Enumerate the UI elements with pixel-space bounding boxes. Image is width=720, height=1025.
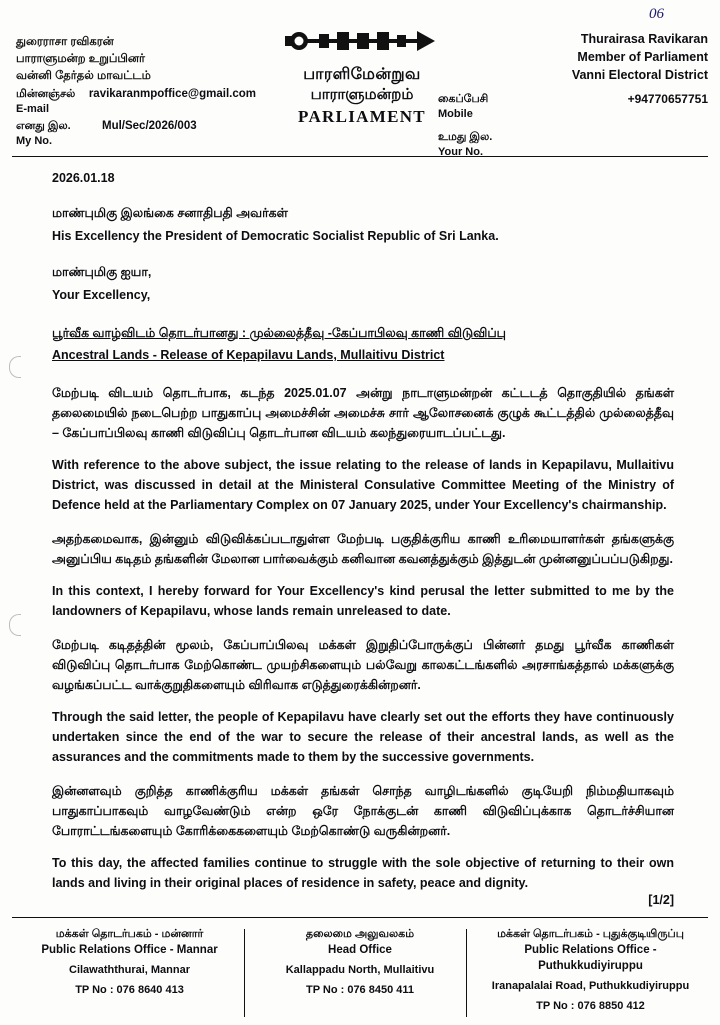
paragraph-1 xyxy=(52,383,674,515)
mobile-label-tamil: கைப்பேசி xyxy=(438,93,489,105)
subject-block xyxy=(52,323,674,365)
addressee-english: His Excellency the President of Democratic Socialist Republic of Sri Lanka. xyxy=(52,229,499,243)
your-no-row xyxy=(438,130,708,160)
letterhead-left xyxy=(16,34,256,149)
footer-phone: TP No : 076 8450 411 xyxy=(305,984,415,996)
footer-address: Cilawaththurai, Mannar xyxy=(69,964,191,976)
letterhead-center xyxy=(262,26,462,127)
mobile-label-english: Mobile xyxy=(438,108,473,120)
footer-office-mannar xyxy=(16,926,243,1014)
parliament-english: PARLIAMENT xyxy=(298,107,426,126)
salutation-block xyxy=(52,262,674,305)
my-no-label xyxy=(16,119,102,149)
addressee-tamil: மாண்புமிகு இலங்கை சனாதிபதி அவர்கள் xyxy=(52,206,288,220)
email-label-tamil: மின்னஞ்சல் xyxy=(16,88,76,100)
salutation-tamil: மாண்புமிகு ஐயா, xyxy=(52,265,152,279)
my-no-value: Mul/Sec/2026/003 xyxy=(102,120,197,132)
footer-separator xyxy=(466,929,467,1017)
subject-tamil: பூர்வீக வாழ்விடம் தொடர்பானது : முல்லைத்தீவு -கேப்பாபிலவு காணி விடுவிப்பு xyxy=(52,326,506,340)
letter-body xyxy=(0,157,720,907)
footer-phone: TP No : 076 8850 412 xyxy=(536,1000,645,1012)
footer-office-puthukkudiyiruppu xyxy=(477,926,704,1014)
paragraph-4 xyxy=(52,781,674,907)
mp-name-english: Thurairasa Ravikaran xyxy=(580,32,708,46)
mp-name-tamil: துரைராசா ரவிகரன் xyxy=(16,36,114,48)
email-label-english: E-mail xyxy=(16,103,50,115)
my-no-label-tamil: எனது இல. xyxy=(16,120,71,132)
my-no-row xyxy=(16,119,256,149)
subject-english: Ancestral Lands - Release of Kepapilavu Lands, Mullaitivu District xyxy=(52,348,445,362)
paragraph-3-english: Through the said letter, the people of Kepapilavu have clearly set out the efforts they have continuously undertaken since the end of the war to secure the release of their ancestral lands, as well as the assurances and the commitments made to them by the successive governments. xyxy=(52,710,674,764)
email-row xyxy=(16,87,256,117)
salutation-english: Your Excellency, xyxy=(52,288,151,302)
parliament-tamil: பாராளுமன்றம் xyxy=(310,86,414,103)
email-value: ravikaranmpoffice@gmail.com xyxy=(88,88,256,100)
punch-mark xyxy=(9,356,21,378)
paragraph-4-english: To this day, the affected families continue to struggle with the sole objective of returning to their own lands and living in their original places of residence in safety, peace and dignity. xyxy=(52,856,674,890)
paragraph-2 xyxy=(52,529,674,621)
paragraph-1-english: With reference to the above subject, the issue relating to the release of lands in Kepapilavu, Mullaitivu District, was discussed in detail at the Ministeral Consulative Committee Meeting of the Ministry of Defence held at the Parliamentary Complex on 07 January 2025, under Your Excellency's chairmanship. xyxy=(52,458,674,512)
footer-separator xyxy=(244,929,245,1017)
paragraph-3 xyxy=(52,635,674,767)
your-no-label-english: Your No. xyxy=(438,146,484,158)
footer xyxy=(0,917,720,1025)
footer-title-english: Public Relations Office - Puthukkudiyiruppu xyxy=(524,944,657,972)
mobile-value: +94770657751 xyxy=(627,92,708,106)
page-number: 06 xyxy=(649,6,664,22)
footer-divider xyxy=(12,917,708,918)
paragraph-1-tamil: மேற்படி விடயம் தொடர்பாக, கடந்த 2025.01.07 அன்று நாடாளுமன்றன் கட்டடத் தொகுதியில் தங்கள் தலைமையில் நடைபெற்ற பாதுகாப்பு அமைச்சின் அமைச்சு சார் ஆலோசனைக் குழுக் கூட்டத்தில் முல்லைத்தீவு – கேப்பாப்பிலவு காணி விடுவிப்பு தொடர்பான விடயம் கலந்துரையாடப்பட்டது. xyxy=(52,386,674,440)
letter-date: 2026.01.18 xyxy=(52,171,115,185)
mobile-label xyxy=(438,92,488,122)
footer-title-tamil: மக்கள் தொடர்பகம் - மன்னார் xyxy=(55,928,204,940)
footer-title-tamil: மக்கள் தொடர்பகம் - புதுக்குடியிருப்பு xyxy=(497,928,684,940)
page-marker: [1/2] xyxy=(648,893,674,907)
mobile-row xyxy=(438,92,708,122)
parliament-sinhala: பாரளிமேன்றுவ xyxy=(303,66,421,83)
letterhead xyxy=(0,0,720,158)
addressee-block xyxy=(52,203,674,246)
mp-district-english: Vanni Electoral District xyxy=(571,68,708,82)
my-no-label-english: My No. xyxy=(16,135,53,147)
footer-title-english: Public Relations Office - Mannar xyxy=(41,944,218,956)
paragraph-2-english: In this context, I hereby forward for Your Excellency's kind perusal the letter submitted to me by the landowners of Kepapilavu, whose lands remain unreleased to date. xyxy=(52,584,674,618)
footer-address: Iranapalalai Road, Puthukkudiyiruppu xyxy=(491,980,690,992)
mp-district-tamil: வன்னி தேர்தல் மாவட்டம் xyxy=(16,70,151,82)
footer-phone: TP No : 076 8640 413 xyxy=(75,984,184,996)
your-no-label xyxy=(438,130,492,160)
footer-title-english: Head Office xyxy=(328,944,392,956)
paragraph-3-tamil: மேற்படி கடிதத்தின் மூலம், கேப்பாப்பிலவு மக்கள் இறுதிப்போருக்குப் பின்னர் தமது பூர்வீக காணிகள் விடுவிப்பு தொடர்பாக மேற்கொண்ட முயற்சிகளையும் பல்வேறு காலகட்டங்களில் அரசாங்கத்தால் மக்களுக்கு வழங்கப்பட்ட வாக்குறுதிகளையும் விரிவாக எடுத்துரைக்கின்றனர். xyxy=(52,638,674,692)
footer-address: Kallappadu North, Mullaitivu xyxy=(285,964,435,976)
footer-office-head xyxy=(246,926,473,1014)
parliament-mace-icon xyxy=(267,26,457,56)
paragraph-4-tamil: இன்னளவும் குறித்த காணிக்குரிய மக்கள் தங்கள் சொந்த வாழிடங்களில் குடியேறி நிம்மதியாகவும் பாதுகாப்பாகவும் வாழவேண்டும் என்ற ஒரே நோக்குடன் காணி விடுவிப்புக்காக தொடர்ச்சியான போராட்டங்களையும் கோரிக்கைகளையும் மேற்கொண்டு வருகின்றனர். xyxy=(52,784,674,838)
letterhead-right xyxy=(438,30,708,160)
paragraph-2-tamil: அதற்கமைவாக, இன்னும் விடுவிக்கப்படாதுள்ள மேற்படி பகுதிக்குரிய காணி உரிமையாளர்கள் தங்களுக்கு அனுப்பிய கடிதம் தங்களின் மேலான பார்வைக்கும் கனிவான கவனத்துக்கும் இத்துடன் முன்னனுப்பப்படுகிறது. xyxy=(52,532,674,566)
mp-role-tamil: பாராளுமன்ற உறுப்பினர் xyxy=(16,53,146,65)
your-no-label-tamil: உமது இல. xyxy=(438,131,493,143)
mp-role-english: Member of Parliament xyxy=(577,50,708,64)
footer-title-tamil: தலைமை அலுவலகம் xyxy=(305,928,415,940)
punch-mark xyxy=(9,614,21,636)
email-label xyxy=(16,87,89,117)
